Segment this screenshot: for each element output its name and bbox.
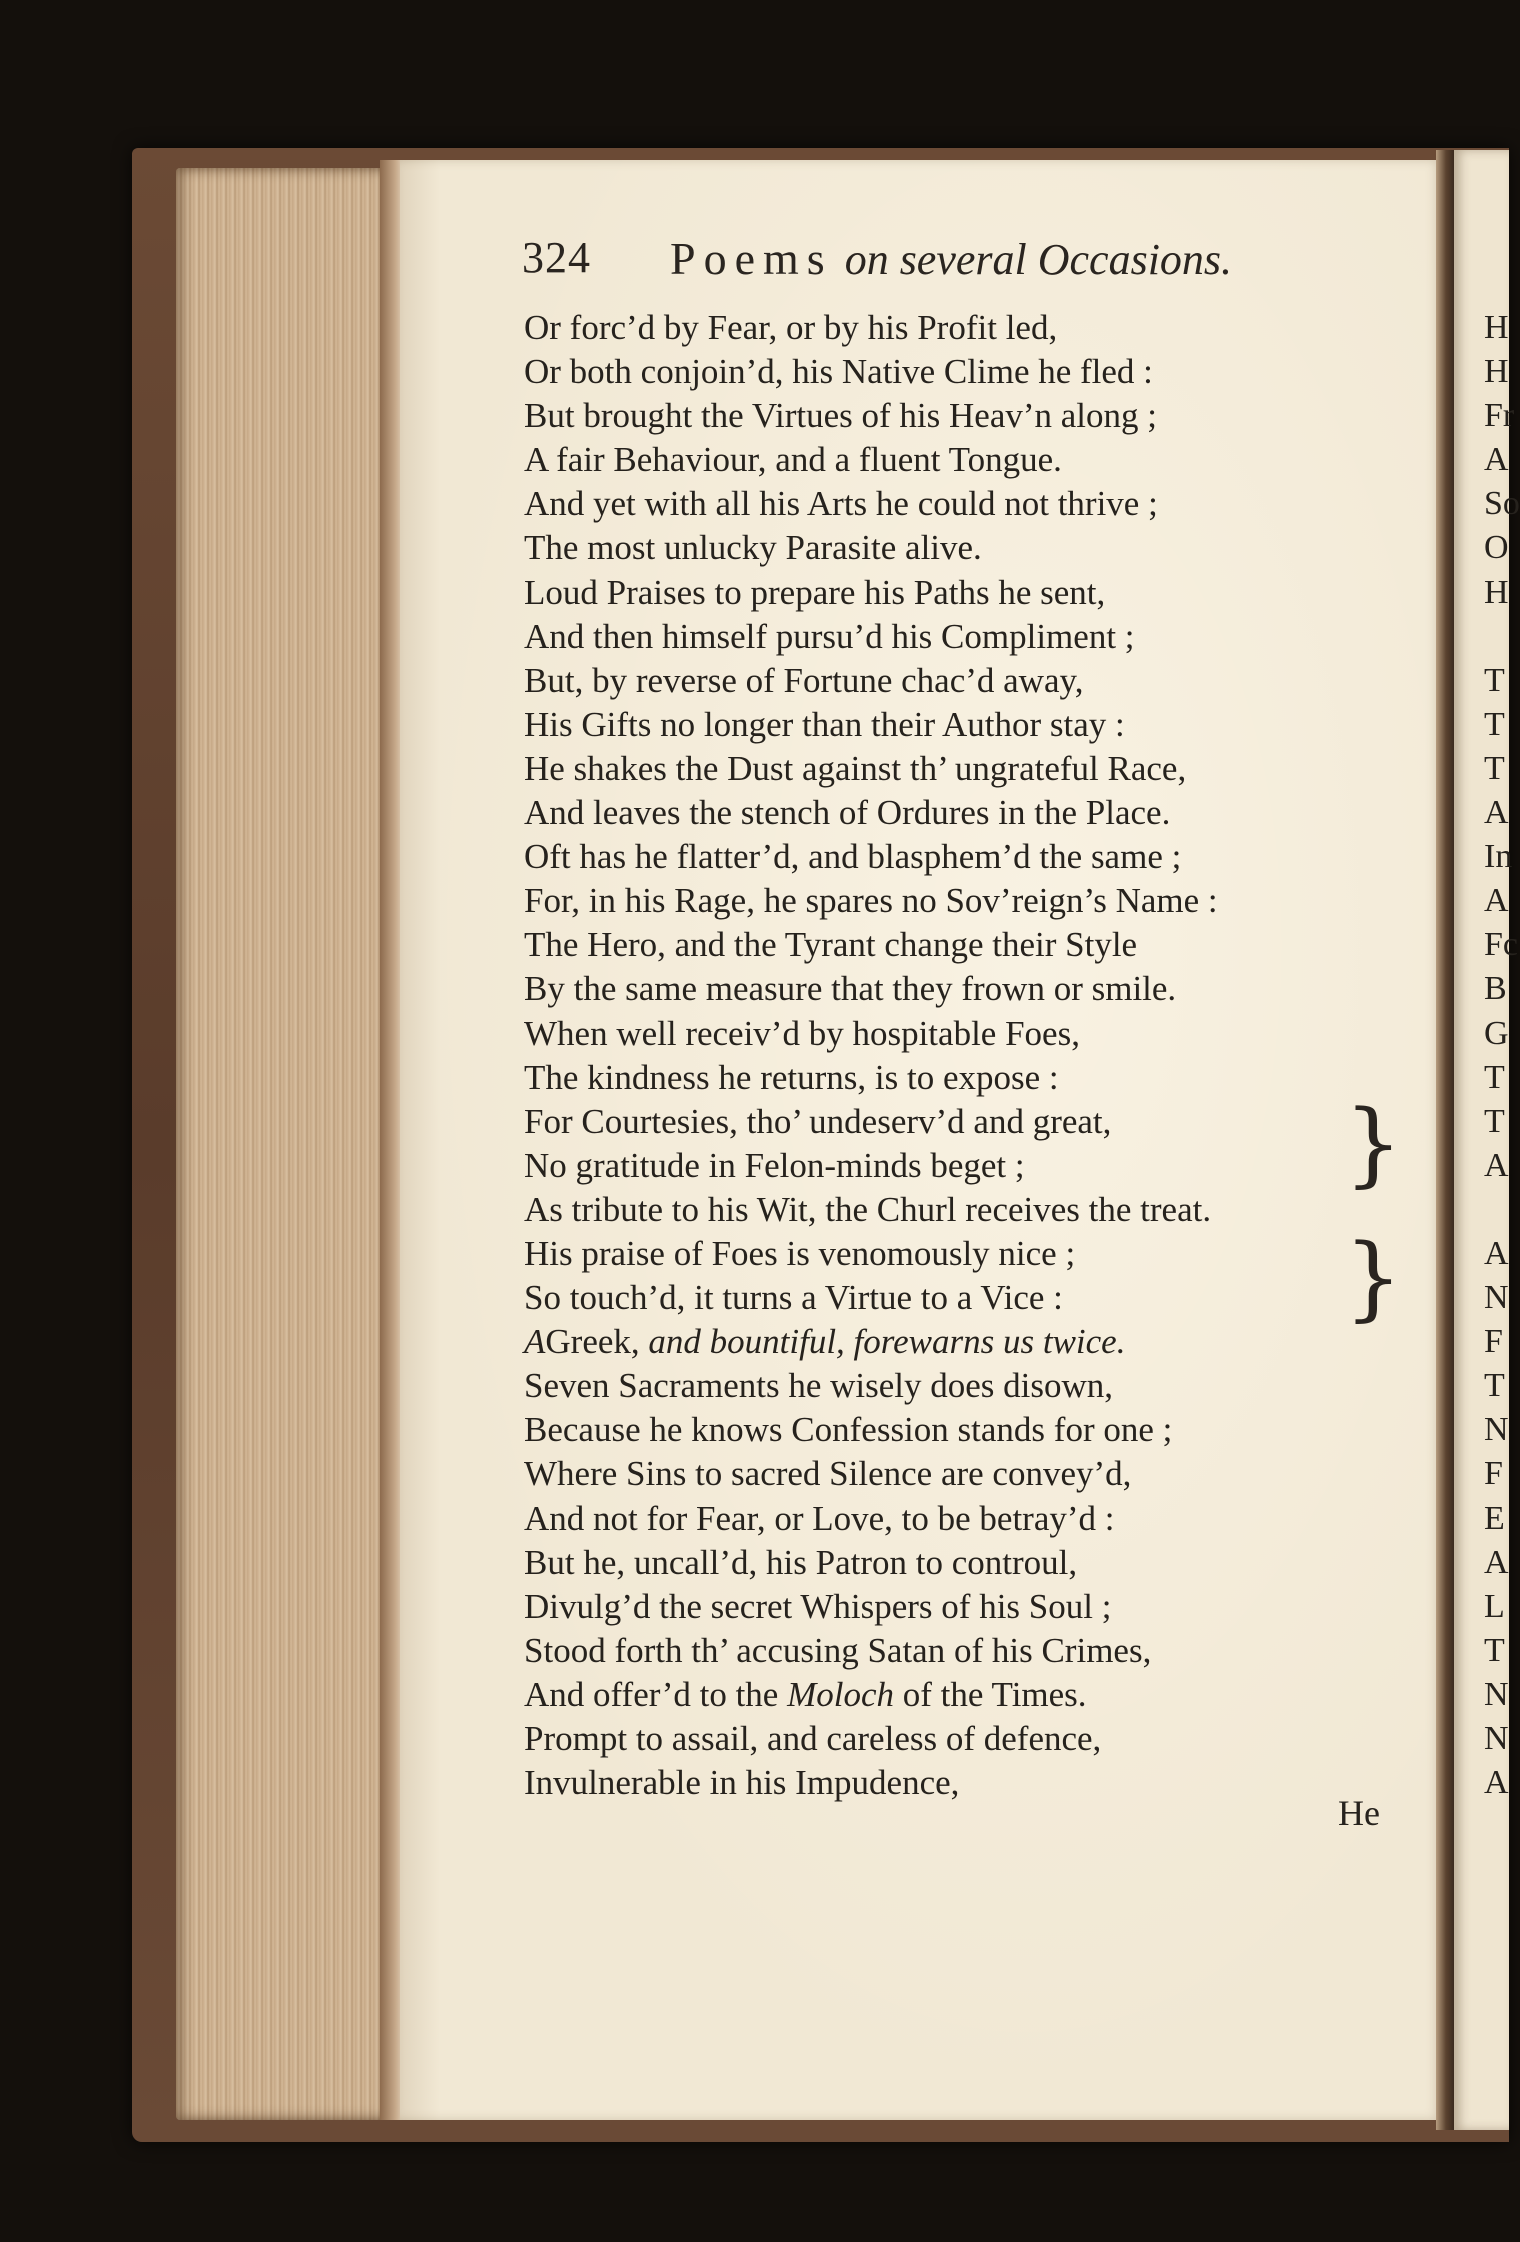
poem-line: For Courtesies, tho’ undeserv’d and great, [524,1101,1112,1141]
facing-page-letter: So [1484,485,1520,523]
facing-page-letter: T [1484,1367,1505,1405]
poem-line: And not for Fear, or Love, to be betray’d : [524,1498,1115,1538]
facing-page-letter: A [1484,794,1509,832]
poem-line: A fair Behaviour, and a fluent Tongue. [524,440,1062,480]
facing-page-letter: N [1484,1411,1509,1449]
facing-page-letter: T [1484,1058,1505,1096]
poem-text [524,306,1324,1805]
facing-page-letter: T [1484,1631,1505,1669]
facing-page-letter: Fc [1484,926,1518,964]
poem-line: Or both conjoin’d, his Native Clime he fled : [524,352,1153,392]
poem-line: So touch’d, it turns a Virtue to a Vice : [524,1278,1063,1318]
catchword: He [1338,1793,1380,1833]
running-title-caps: Poems [670,233,833,284]
poem-line: He shakes the Dust against th’ ungrateful Race, [524,748,1187,788]
poem-line: And then himself pursu’d his Compliment ; [524,616,1135,656]
moloch-line-before: And offer’d to the [524,1674,779,1714]
facing-page-letter: N [1484,1675,1509,1713]
facing-page-letter: In [1484,838,1513,876]
poem-line [524,1673,1324,1717]
poem-line: Loud Praises to prepare his Paths he sent, [524,572,1106,612]
page-block-edges [176,168,398,2120]
poem-line: And yet with all his Arts he could not thrive ; [524,484,1158,524]
poem-line: Or forc’d by Fear, or by his Profit led, [524,308,1058,347]
poem-line: Where Sins to sacred Silence are convey’d, [524,1454,1132,1494]
triplet-brace-top: } [1344,1090,1403,1197]
facing-page-letter: N [1484,1279,1509,1317]
poem-line: His praise of Foes is venomously nice ; [524,1233,1076,1273]
facing-page-letter: B [1484,970,1507,1008]
poem-line: His Gifts no longer than their Author stay : [524,704,1125,744]
poem-line: Because he knows Confession stands for one ; [524,1410,1173,1450]
running-title [670,232,1232,285]
facing-page-letter: Fr [1484,397,1515,435]
moloch-word: Moloch [787,1674,895,1714]
facing-page-letter [1484,1188,1520,1232]
moloch-line-after: of the Times. [902,1674,1087,1714]
poem-line: Invulnerable in his Impudence, [524,1763,960,1803]
facing-page-letter [1484,615,1520,659]
facing-page-letter: A [1484,1543,1509,1581]
triplet-brace-bottom: } [1344,1224,1403,1331]
poem-line: And leaves the stench of Ordures in the Place. [524,793,1171,833]
facing-page-letter: E [1484,1499,1505,1537]
facing-page-letter: H [1484,573,1509,611]
poem-line: But, by reverse of Fortune chac’d away, [524,660,1084,700]
facing-page-letter: F [1484,1323,1503,1361]
poem-line: No gratitude in Felon-minds beget ; [524,1145,1025,1185]
facing-page-letter: H [1484,309,1509,346]
poem-line: When well receiv’d by hospitable Foes, [524,1013,1080,1053]
facing-page-letter: A [1484,1234,1509,1272]
poem-line: Oft has he flatter’d, and blasphem’d the same ; [524,837,1182,877]
poem-line [524,1320,1324,1364]
poem-line: But he, uncall’d, his Patron to controul, [524,1542,1078,1582]
facing-page-letter: A [1484,1764,1509,1802]
page-number: 324 [522,233,591,282]
facing-page-letter: T [1484,705,1505,743]
greek-line-initial: A [524,1322,546,1362]
poem-line: As tribute to his Wit, the Churl receives the treat. [524,1189,1212,1229]
facing-page-letter: A [1484,882,1509,920]
greek-line-word: Greek, [545,1322,640,1362]
facing-page-letter: G [1484,1014,1509,1052]
facing-page-letter: N [1484,1720,1509,1757]
poem-line: But brought the Virtues of his Heav’n along ; [524,396,1157,436]
poem-line: For, in his Rage, he spares no Sov’reign’s Name : [524,881,1218,921]
facing-page-letter: A [1484,1146,1509,1184]
facing-page-text [1484,306,1520,1805]
poem-line: The kindness he returns, is to expose : [524,1057,1059,1097]
facing-page-letter: O [1484,529,1509,567]
poem-line: The most unlucky Parasite alive. [524,528,982,568]
facing-page-letter: T [1484,1102,1505,1140]
facing-page-letter: T [1484,749,1505,787]
spine-fold [1436,150,1454,2130]
poem-line: By the same measure that they frown or smile. [524,969,1177,1009]
facing-page-letter: A [1484,441,1509,479]
poem-line: Divulg’d the secret Whispers of his Soul ; [524,1586,1112,1626]
facing-page-letter: L [1484,1587,1505,1625]
poem-line: Seven Sacraments he wisely does disown, [524,1366,1114,1406]
facing-page-letter: T [1484,661,1505,699]
running-title-italic: on several Occasions. [844,235,1233,284]
facing-page-letter: H [1484,353,1509,391]
facing-page-letter: F [1484,1455,1503,1493]
poem-line: Stood forth th’ accusing Satan of his Crimes, [524,1630,1152,1670]
poem-line: The Hero, and the Tyrant change their Style [524,925,1138,965]
poem-line: Prompt to assail, and careless of defence, [524,1719,1102,1758]
greek-line-rest: and bountiful, forewarns us twice. [648,1322,1126,1362]
